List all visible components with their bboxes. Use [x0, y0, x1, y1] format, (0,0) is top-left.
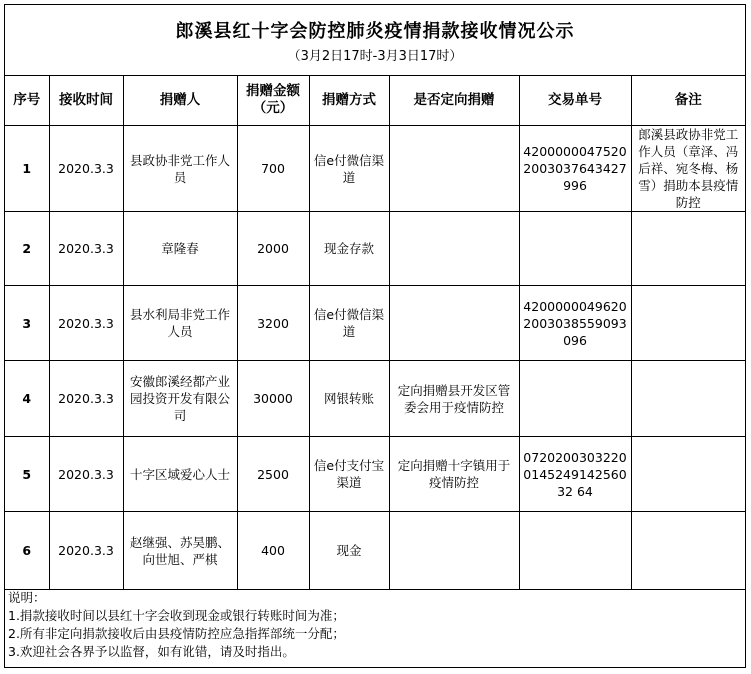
cell-amount: 3200 [237, 286, 309, 361]
cell-amount: 2000 [237, 212, 309, 286]
notes-section [8, 589, 742, 661]
title-block [5, 5, 745, 76]
cell-donor: 章隆春 [123, 212, 237, 286]
col-header-note: 备注 [631, 75, 745, 126]
cell-txn [519, 512, 631, 590]
page-subtitle: （3月2日17时-3月3日17时） [287, 49, 463, 64]
cell-txn [519, 361, 631, 437]
cell-directed [389, 286, 519, 361]
cell-amount: 2500 [237, 437, 309, 512]
cell-amount: 700 [237, 126, 309, 212]
col-header-donor: 捐赠人 [123, 75, 237, 126]
cell-donor: 安徽郎溪经都产业园投资开发有限公司 [123, 361, 237, 437]
cell-note: 郎溪县政协非党工作人员（章泽、冯后祥、宛冬梅、杨雪）捐助本县疫情防控 [631, 126, 745, 212]
cell-date: 2020.3.3 [49, 512, 123, 590]
page-title: 郎溪县红十字会防控肺炎疫情捐款接收情况公示 [175, 21, 575, 42]
col-header-date: 接收时间 [49, 75, 123, 126]
cell-donor: 十字区域爱心人士 [123, 437, 237, 512]
note-line-2: 2.所有非定向捐款接收后由县疫情防控应急指挥部统一分配； [8, 626, 345, 641]
cell-method: 现金 [309, 512, 389, 590]
donation-notice-sheet [4, 4, 746, 668]
note-line-3: 3.欢迎社会各界予以监督，如有讹错，请及时指出。 [8, 644, 295, 659]
cell-txn [519, 212, 631, 286]
cell-method: 现金存款 [309, 212, 389, 286]
cell-txn: 42000000496202003038559093096 [519, 286, 631, 361]
cell-note [631, 437, 745, 512]
cell-note [631, 212, 745, 286]
cell-seq: 3 [5, 286, 49, 361]
cell-date: 2020.3.3 [49, 286, 123, 361]
cell-amount: 30000 [237, 361, 309, 437]
table-row [5, 512, 745, 590]
cell-date: 2020.3.3 [49, 126, 123, 212]
cell-seq: 4 [5, 361, 49, 437]
table-row [5, 286, 745, 361]
cell-seq: 5 [5, 437, 49, 512]
cell-directed [389, 212, 519, 286]
col-header-seq: 序号 [5, 75, 49, 126]
col-header-method: 捐赠方式 [309, 75, 389, 126]
note-line-1: 1.捐款接收时间以县红十字会收到现金或银行转账时间为准； [8, 608, 345, 623]
cell-method: 网银转账 [309, 361, 389, 437]
cell-date: 2020.3.3 [49, 212, 123, 286]
table-row [5, 126, 745, 212]
col-header-directed: 是否定向捐赠 [389, 75, 519, 126]
cell-donor: 县政协非党工作人员 [123, 126, 237, 212]
cell-donor: 县水利局非党工作人员 [123, 286, 237, 361]
cell-seq: 1 [5, 126, 49, 212]
cell-method: 信e付支付宝渠道 [309, 437, 389, 512]
cell-amount: 400 [237, 512, 309, 590]
cell-note [631, 361, 745, 437]
notes-heading: 说明： [8, 590, 46, 605]
table-row [5, 361, 745, 437]
cell-directed: 定向捐赠十字镇用于疫情防控 [389, 437, 519, 512]
cell-date: 2020.3.3 [49, 437, 123, 512]
cell-directed [389, 126, 519, 212]
cell-txn: 0720200303220014524914256032 64 [519, 437, 631, 512]
cell-txn: 42000000475202003037643427996 [519, 126, 631, 212]
cell-note [631, 512, 745, 590]
col-header-amount: 捐赠金额（元） [237, 75, 309, 126]
cell-seq: 6 [5, 512, 49, 590]
cell-directed: 定向捐赠县开发区管委会用于疫情防控 [389, 361, 519, 437]
cell-method: 信e付微信渠道 [309, 126, 389, 212]
cell-seq: 2 [5, 212, 49, 286]
table-header-row [5, 75, 745, 126]
cell-date: 2020.3.3 [49, 361, 123, 437]
cell-method: 信e付微信渠道 [309, 286, 389, 361]
col-header-txn: 交易单号 [519, 75, 631, 126]
cell-donor: 赵继强、苏昊鹏、向世旭、严棋 [123, 512, 237, 590]
table-row [5, 212, 745, 286]
cell-directed [389, 512, 519, 590]
cell-note [631, 286, 745, 361]
table-row [5, 437, 745, 512]
donation-table [5, 75, 745, 590]
